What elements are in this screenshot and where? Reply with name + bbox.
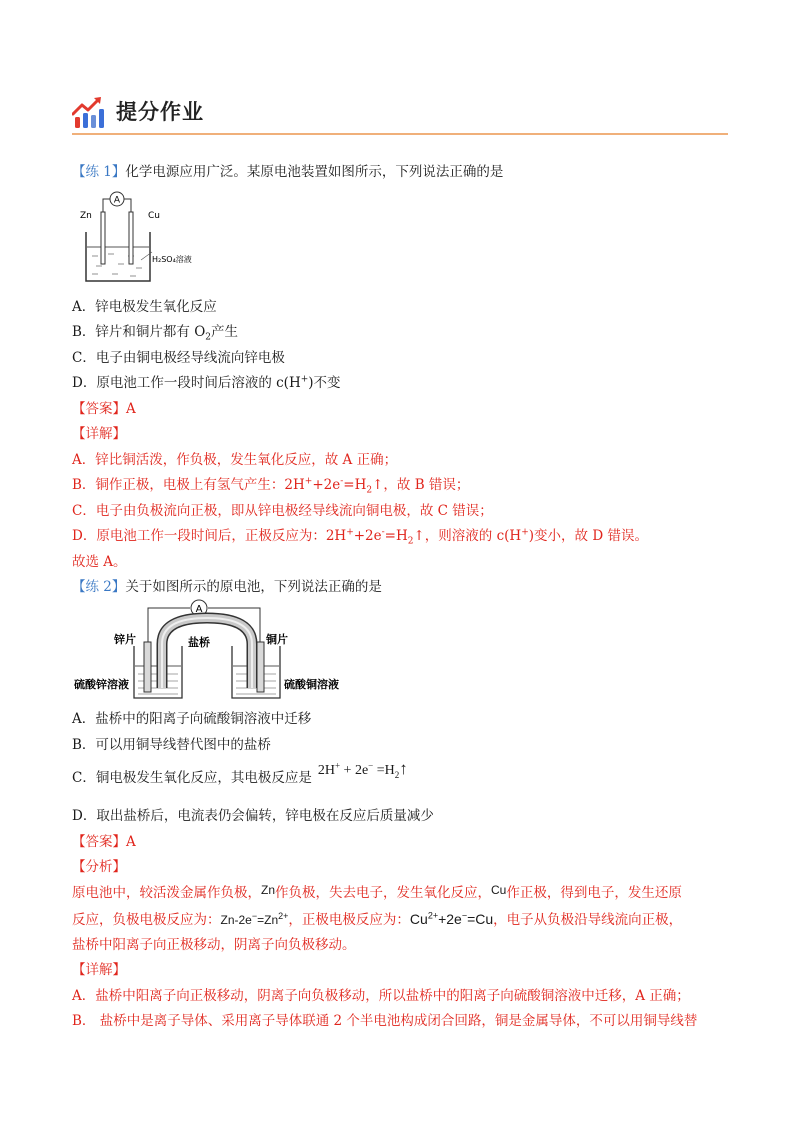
trend-chart-icon xyxy=(72,96,106,130)
question-2-analysis-line-3: 盐桥中阳离子向正极移动，阴离子向负极移动。 xyxy=(72,937,356,953)
question-2-cell-diagram xyxy=(74,596,344,704)
question-1-detail-tag: 【详解】 xyxy=(72,426,126,442)
question-1-option-b: B．锌片和铜片都有 $O_2$产生 xyxy=(72,324,239,343)
solution-label: H₂SO₄溶液 xyxy=(152,255,192,264)
copper-electrode-label: Cu xyxy=(148,211,160,221)
copper-plate-label: 铜片 xyxy=(266,633,288,646)
zinc-plate-label: 锌片 xyxy=(114,633,136,646)
question-1-option-a: A．锌电极发生氧化反应 xyxy=(72,299,217,315)
option-c-formula: $2H^+ + 2e^- =H_2↑$ xyxy=(317,759,408,780)
section-divider xyxy=(72,133,728,135)
question-1-answer: 【答案】A xyxy=(72,401,136,417)
question-2-detail-tag: 【详解】 xyxy=(72,962,126,978)
ammeter-label: A xyxy=(195,604,203,615)
question-1-option-d: D．原电池工作一段时间后溶液的 c(H+)不变 xyxy=(72,374,341,391)
question-2-detail-b: B． 盐桥中是离子导体、采用离子导体联通 2 个半电池构成闭合回路，铜是金属导体，不可以用铜导线替 xyxy=(72,1013,698,1029)
question-2-option-a: A．盐桥中的阳离子向硫酸铜溶液中迁移 xyxy=(72,711,312,727)
question-1-detail-b: B．铜作正极，电极上有氢气产生：$2H^++2e^-=H_2↑$，故 B 错误； xyxy=(72,476,470,496)
salt-bridge-label: 盐桥 xyxy=(188,636,210,649)
question-1-conclusion: 故选 A。 xyxy=(72,554,127,570)
question-1-cell-diagram xyxy=(78,190,208,284)
zinc-electrode-label: Zn xyxy=(80,211,92,221)
question-1-stem: 【练 1】化学电源应用广泛。某原电池装置如图所示，下列说法正确的是 xyxy=(72,164,504,180)
question-2-option-c: C．铜电极发生氧化反应，其电极反应是 $2H^+ + 2e^- =H_2↑$ xyxy=(72,759,408,786)
question-2-tag: 【练 2】 xyxy=(72,579,126,595)
section-title: 提分作业 xyxy=(116,100,204,124)
question-2-analysis-tag: 【分析】 xyxy=(72,859,126,875)
question-2-answer: 【答案】A xyxy=(72,834,136,850)
question-2-analysis-line-2: 反应，负极电极反应为：$Zn-2e^-=Zn^{2+}$，正极电极反应为：$Cu^{2+}+2e^-=Cu$，电子从负极沿导线流向正极， xyxy=(72,910,683,928)
question-1-detail-d: D．原电池工作一段时间后，正极反应为：$2H^++2e^-=H_2↑$，则溶液的 c(H+)变小，故 D 错误。 xyxy=(72,527,648,547)
question-2-detail-a: A．盐桥中阳离子向正极移动，阴离子向负极移动，所以盐桥中的阳离子向硫酸铜溶液中迁移，A 正确； xyxy=(72,988,690,1004)
zinc-sulfate-label: 硫酸锌溶液 xyxy=(74,678,129,691)
question-1-option-c: C．电子由铜电极经导线流向锌电极 xyxy=(72,350,285,366)
question-2-stem: 【练 2】关于如图所示的原电池，下列说法正确的是 xyxy=(72,579,382,595)
question-1-tag: 【练 1】 xyxy=(72,164,126,180)
question-2-analysis-line-1: 原电池中，较活泼金属作负极，Zn作负极，失去电子，发生氧化反应，Cu作正极，得到电子，发生还原 xyxy=(72,883,682,901)
copper-sulfate-label: 硫酸铜溶液 xyxy=(284,678,339,691)
question-1-detail-c: C．电子由负极流向正极，即从锌电极经导线流向铜电极，故 C 错误； xyxy=(72,503,493,519)
question-2-option-b: B．可以用铜导线替代图中的盐桥 xyxy=(72,737,271,753)
question-2-option-d: D．取出盐桥后，电流表仍会偏转，锌电极在反应后质量减少 xyxy=(72,808,434,824)
question-1-detail-a: A．锌比铜活泼，作负极，发生氧化反应，故 A 正确； xyxy=(72,452,398,468)
ammeter-label: A xyxy=(113,195,121,206)
